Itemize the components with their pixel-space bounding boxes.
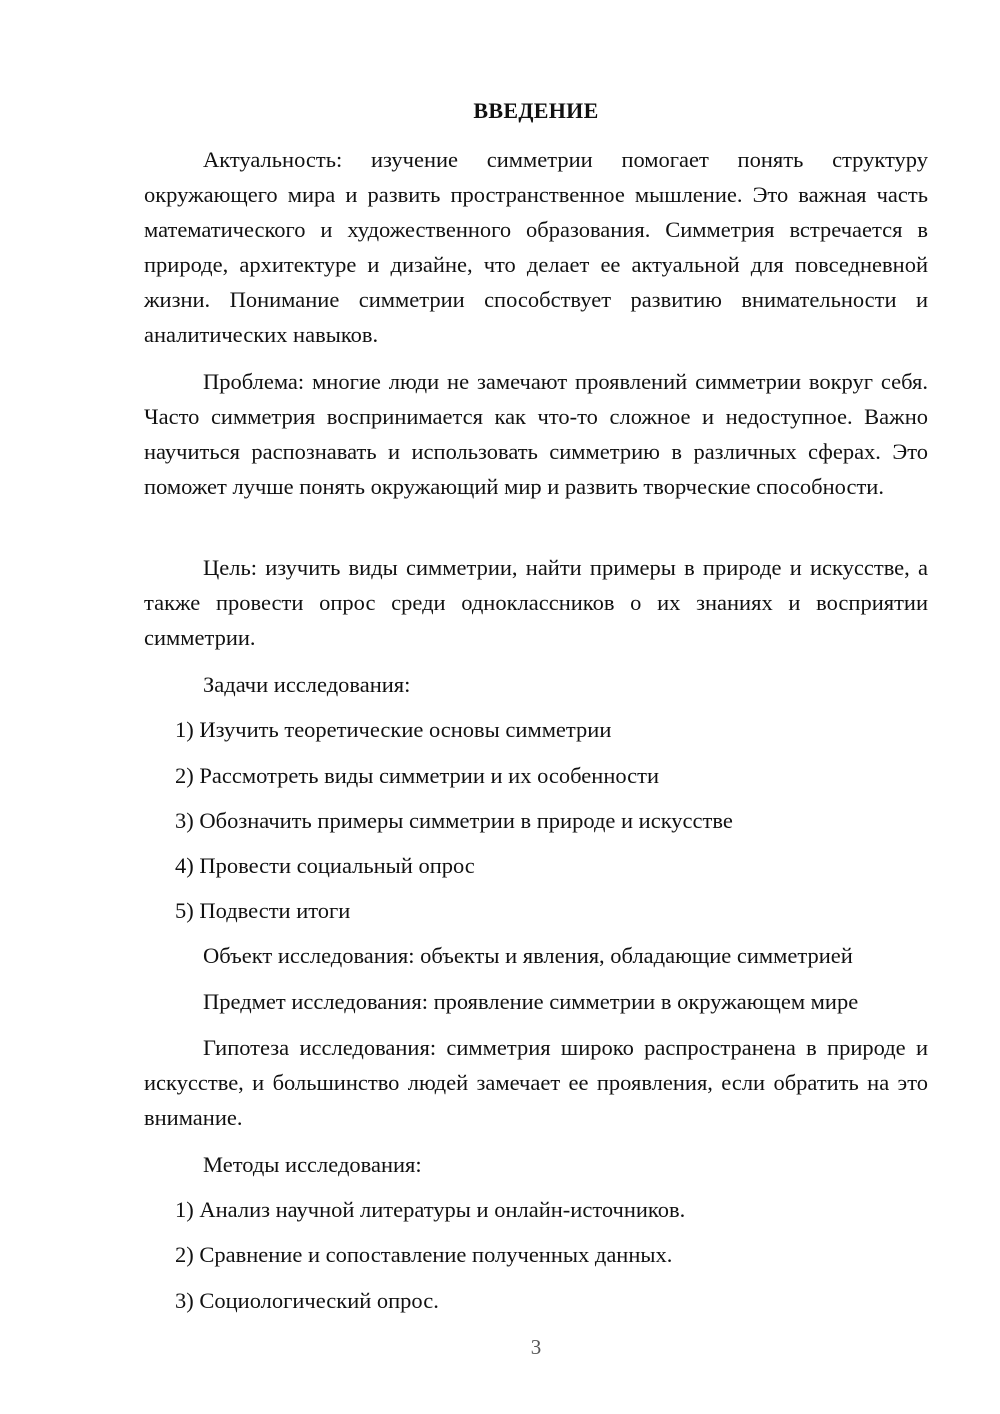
goal-paragraph: Цель: изучить виды симметрии, найти примеры в природе и искусстве, а также провести опрос среди одноклассников о их знаниях и восприятии симметрии. [144, 555, 928, 650]
task-item: 5) Подвести итоги [175, 898, 351, 923]
object-paragraph: Объект исследования: объекты и явления, обладающие симметрией [203, 943, 853, 968]
methods-heading: Методы исследования: [203, 1152, 422, 1177]
task-item: 4) Провести социальный опрос [175, 853, 475, 878]
task-item: 3) Обозначить примеры симметрии в природе и искусстве [175, 808, 733, 833]
method-item: 2) Сравнение и сопоставление полученных данных. [175, 1242, 673, 1267]
task-item-2-block [144, 758, 928, 793]
page-number: 3 [530, 1335, 542, 1359]
tasks-heading: Задачи исследования: [203, 672, 411, 697]
method-item: 1) Анализ научной литературы и онлайн-источников. [175, 1197, 686, 1222]
object-paragraph-block [144, 938, 928, 973]
tasks-heading-block [144, 667, 928, 702]
method-item-2-block [144, 1237, 928, 1272]
hypothesis-paragraph-block [144, 1030, 928, 1135]
hypothesis-paragraph: Гипотеза исследования: симметрия широко распространена в природе и искусстве, и большинство людей замечает ее проявления, если обратить на это внимание. [144, 1035, 928, 1130]
task-item-5-block [144, 893, 928, 928]
task-item-1-block [144, 712, 928, 747]
actuality-paragraph-block [144, 142, 928, 352]
goal-paragraph-block [144, 550, 928, 655]
task-item: 2) Рассмотреть виды симметрии и их особенности [175, 763, 660, 788]
task-item-3-block [144, 803, 928, 838]
method-item-3-block [144, 1283, 928, 1318]
problem-paragraph-block [144, 364, 928, 504]
subject-paragraph-block [144, 984, 928, 1019]
method-item: 3) Социологический опрос. [175, 1288, 439, 1313]
method-item-1-block [144, 1192, 928, 1227]
subject-paragraph: Предмет исследования: проявление симметрии в окружающем мире [203, 989, 859, 1014]
methods-heading-block [144, 1147, 928, 1182]
task-item: 1) Изучить теоретические основы симметрии [175, 717, 612, 742]
task-item-4-block [144, 848, 928, 883]
actuality-paragraph: Актуальность: изучение симметрии помогает понять структуру окружающего мира и развить пространственное мышление. Это важная часть математического и художественного образования. Симметрия встречается в природе, архитектуре и дизайне, что делает ее актуальной для повседневной жизни. Понимание симметрии способствует развитию внимательности и аналитических навыков. [144, 147, 928, 347]
page-title: ВВЕДЕНИЕ [473, 98, 599, 123]
problem-paragraph: Проблема: многие люди не замечают проявлений симметрии вокруг себя. Часто симметрия воспринимается как что-то сложное и недоступное. Важно научиться распознавать и использовать симметрию в различных сферах. Это поможет лучше понять окружающий мир и развить творческие способности. [144, 369, 928, 499]
